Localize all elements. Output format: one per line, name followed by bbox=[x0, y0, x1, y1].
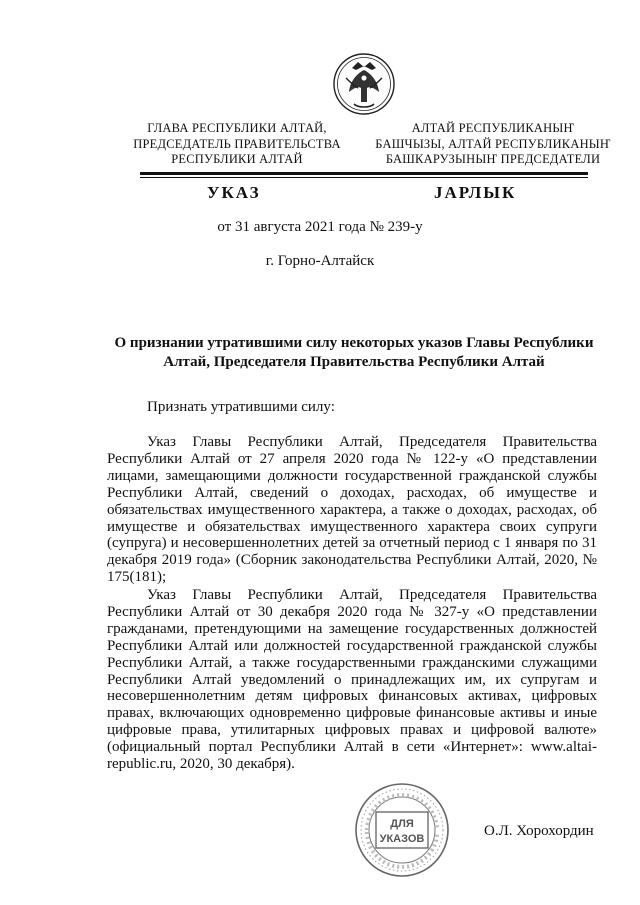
city-line: г. Горно-Алтайск bbox=[265, 253, 375, 269]
header-right-line: БАШКАРУЗЫНЫҤ ПРЕДСЕДАТЕЛИ bbox=[385, 152, 601, 166]
doc-type-altai: JАРЛЫК bbox=[434, 183, 517, 202]
stamp-seal bbox=[352, 782, 452, 878]
header-divider-thick bbox=[140, 172, 588, 175]
signer-name: О.Л. Хорохордин bbox=[484, 823, 594, 839]
intro-line: Признать утратившими силу: bbox=[147, 399, 335, 415]
header-right-line: АЛТАЙ РЕСПУБЛИКАНЫҤ bbox=[411, 121, 575, 135]
doc-type-russian: УКАЗ bbox=[207, 183, 261, 202]
coat-of-arms-icon bbox=[332, 52, 396, 116]
document-title: О признании утратившими силу некоторых указов Главы Республики Алтай, Председателя Правительства Республики Алтай bbox=[114, 335, 594, 370]
body-paragraph: Указ Главы Республики Алтай, Председателя Правительства Республики Алтай от 30 декабря 2020 года № 327-у «О представлении гражданами, претендующими на замещение государственных должностей Республики Алтай или должностей государственной гражданской службы Республики Алтай, а также государственными гражданскими служащими Республики Алтай уведомлений о принадлежащих им, их супругам и несовершеннолетним детям цифровых финансовых активах, цифровых правах, включающих одновременно цифровые финансовые активы и иные цифровые права, утилитарных цифровых правах и цифровой валюте» (официальный портал Республики Алтай в сети «Интернет»: www.altai-republic.ru, 2020, 30 декабря). bbox=[107, 587, 597, 773]
header-left-line: ПРЕДСЕДАТЕЛЬ ПРАВИТЕЛЬСТВА bbox=[133, 136, 341, 151]
header-left-line: РЕСПУБЛИКИ АЛТАЙ bbox=[171, 152, 303, 166]
body-paragraph: Указ Главы Республики Алтай, Председателя Правительства Республики Алтай от 27 апреля 2020 года № 122-у «О представлении лицами, замещающими должности государственной гражданской службы Республики Алтай, сведений о доходах, расходах, об имуществе и обязательствах имущественного характера, а также о доходах, расходах, об имуществе и обязательствах имущественного характера своих супруги (супруга) и несовершеннолетних детей за отчетный период с 1 января по 31 декабря 2019 года» (Сборник законодательства Республики Алтай, 2020, № 175(181); bbox=[107, 434, 597, 586]
stamp-line1: ДЛЯ bbox=[390, 818, 414, 830]
header-right-block bbox=[358, 121, 628, 168]
header-left-block bbox=[112, 121, 362, 168]
header-divider-thin bbox=[140, 177, 588, 178]
stamp-line2: УКАЗОВ bbox=[379, 833, 425, 845]
header-left-line: ГЛАВА РЕСПУБЛИКИ АЛТАЙ, bbox=[147, 121, 327, 135]
header-right-line: БАШЧЫЗЫ, АЛТАЙ РЕСПУБЛИКАНЫҤ bbox=[375, 136, 611, 151]
date-number-line: от 31 августа 2021 года № 239-у bbox=[217, 219, 423, 235]
